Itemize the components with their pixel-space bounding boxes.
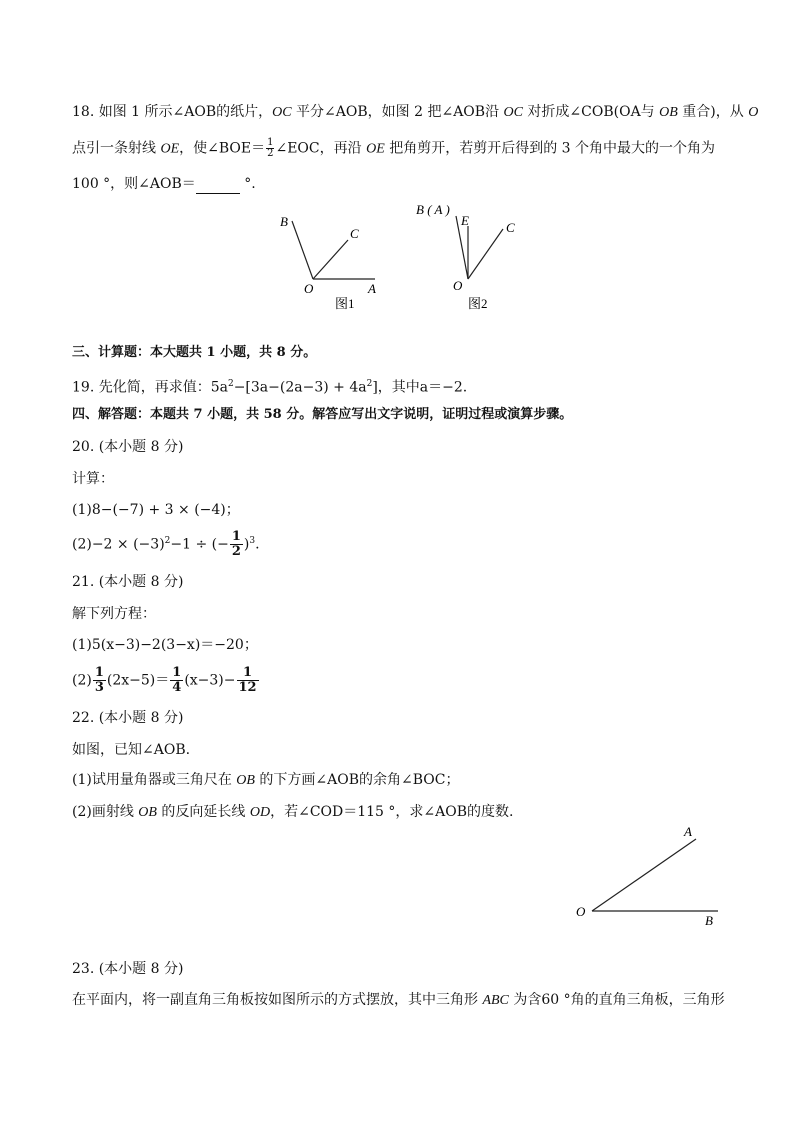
q21-text: (x−3)−: [184, 672, 236, 689]
q22-part-2: [72, 802, 513, 823]
fraction-third: [93, 666, 106, 695]
frac-num: 1: [237, 666, 259, 681]
var-ob: OB: [138, 805, 157, 820]
label-b: B: [280, 214, 288, 229]
frac-den: 2: [267, 148, 274, 159]
var-o: O: [748, 105, 759, 120]
superscript: 2: [227, 379, 234, 389]
label-b-a: B ( A ): [416, 202, 450, 217]
frac-num: 1: [172, 665, 182, 680]
q18-text: 18. 如图 1 所示∠AOB的纸片，: [72, 104, 273, 120]
var-oc: OC: [272, 105, 292, 120]
q22-text: 的反向延长线: [156, 804, 250, 820]
q22-text: (1)试用量角器或三角尺在: [72, 772, 237, 788]
q18-text: 100 °，则∠AOB＝: [72, 176, 196, 192]
fraction-half: [230, 530, 243, 559]
figure-1: [280, 214, 376, 311]
q19-text: 19. 先化简，再求值：5a: [72, 379, 228, 396]
q22-heading: 22. (本小题 8 分): [72, 710, 184, 726]
q20-text: ): [243, 536, 250, 553]
q22-text: 的下方画∠AOB的余角∠BOC；: [254, 772, 460, 788]
q22-intro: 如图，已知∠AOB.: [72, 742, 191, 758]
var-ob: OB: [236, 773, 255, 788]
q20-text: .: [255, 536, 260, 553]
var-od: OD: [249, 805, 271, 820]
q20-text: −1 ÷ (−: [170, 536, 229, 553]
q19-text: ]，其中a＝−2.: [372, 379, 468, 396]
ray-oc: [468, 229, 503, 279]
var-oe: OE: [366, 141, 385, 157]
q18-text: 对折成∠COB(OA与: [522, 104, 660, 120]
figure-1-caption: 图1: [335, 296, 355, 311]
figure-2-caption: 图2: [468, 296, 488, 311]
q19-text: −[3a−(2a−3) + 4a: [233, 379, 367, 396]
q18-text: ，使∠BOE＝: [179, 140, 266, 157]
answer-blank[interactable]: [196, 179, 240, 194]
label-c: C: [350, 226, 359, 241]
q19-line: [72, 374, 467, 398]
section-4-heading: 四、解答题：本题共 7 小题，共 58 分。解答应写出文字说明，证明过程或演算步骤。: [72, 407, 573, 422]
label-b: B: [705, 913, 713, 928]
fraction-quarter: [170, 666, 183, 695]
figure-2: [416, 202, 515, 311]
q18-text: 点引一条射线: [72, 140, 161, 157]
label-c: C: [506, 220, 515, 235]
q18-text: 把角剪开，若剪开后得到的 3 个角中最大的一个角为: [384, 140, 716, 157]
q21-text: (2x−5)＝: [106, 672, 170, 689]
q23-text: 在平面内，将一副直角三角板按如图所示的方式摆放，其中三角形: [72, 992, 483, 1008]
label-o: O: [576, 904, 586, 919]
q21-text: (2): [72, 672, 92, 689]
frac-num: 1: [94, 665, 104, 680]
q21-heading: 21. (本小题 8 分): [72, 574, 184, 590]
q18-figures: [260, 196, 530, 318]
ray-oa: [592, 839, 696, 911]
frac-den: 3: [94, 680, 104, 695]
q18-line2: [72, 138, 715, 160]
label-o: O: [453, 278, 463, 293]
q20-heading: 20. (本小题 8 分): [72, 439, 184, 455]
frac-den: 2: [231, 544, 241, 559]
q22-text: ，若∠COD＝115 °，求∠AOB的度数.: [270, 804, 514, 820]
var-abc: ABC: [482, 993, 509, 1008]
ray-oc: [313, 240, 348, 279]
label-a: A: [368, 281, 376, 296]
frac-num: 1: [267, 137, 274, 148]
q18-text: °.: [239, 176, 256, 192]
q22-part-1: [72, 770, 459, 791]
q18-line3: [72, 174, 256, 194]
q20-part-1: (1)8−(−7) + 3 × (−4)；: [72, 502, 240, 518]
superscript: 2: [164, 535, 171, 546]
q18-text: 平分∠AOB，如图 2 把∠AOB沿: [291, 104, 504, 120]
q23-line: [72, 990, 725, 1011]
frac-den: 12: [238, 680, 257, 695]
superscript: 3: [249, 535, 256, 546]
ray-ob: [292, 221, 313, 279]
q18-text: ∠EOC，再沿: [275, 140, 367, 157]
section-3-heading: 三、计算题：本大题共 1 小题，共 8 分。: [72, 345, 317, 360]
q20-text: (2)−2 × (−3): [72, 536, 165, 553]
fraction-twelfth: [237, 666, 259, 695]
frac-den: 4: [172, 680, 182, 695]
label-a: A: [684, 824, 692, 839]
q18-line1: [72, 102, 758, 123]
q21-part-2: [72, 666, 260, 695]
frac-num: 1: [231, 529, 241, 544]
q20-part-2: [72, 530, 260, 559]
q21-intro: 解下列方程：: [72, 606, 156, 622]
q22-text: (2)画射线: [72, 804, 139, 820]
var-ob: OB: [659, 105, 678, 120]
q18-text: 重合)，从: [677, 104, 749, 120]
label-o: O: [304, 281, 314, 296]
q21-part-1: (1)5(x−3)−2(3−x)＝−20；: [72, 637, 258, 653]
q22-figure: [570, 820, 730, 930]
q23-heading: 23. (本小题 8 分): [72, 961, 184, 977]
q23-text: 为含60 °角的直角三角板，三角形: [508, 992, 725, 1008]
fraction-half: [266, 138, 274, 159]
label-e: E: [461, 213, 469, 228]
var-oe: OE: [160, 141, 180, 157]
q20-intro: 计算：: [72, 471, 114, 487]
superscript: 2: [366, 379, 373, 389]
var-oc: OC: [503, 105, 523, 120]
